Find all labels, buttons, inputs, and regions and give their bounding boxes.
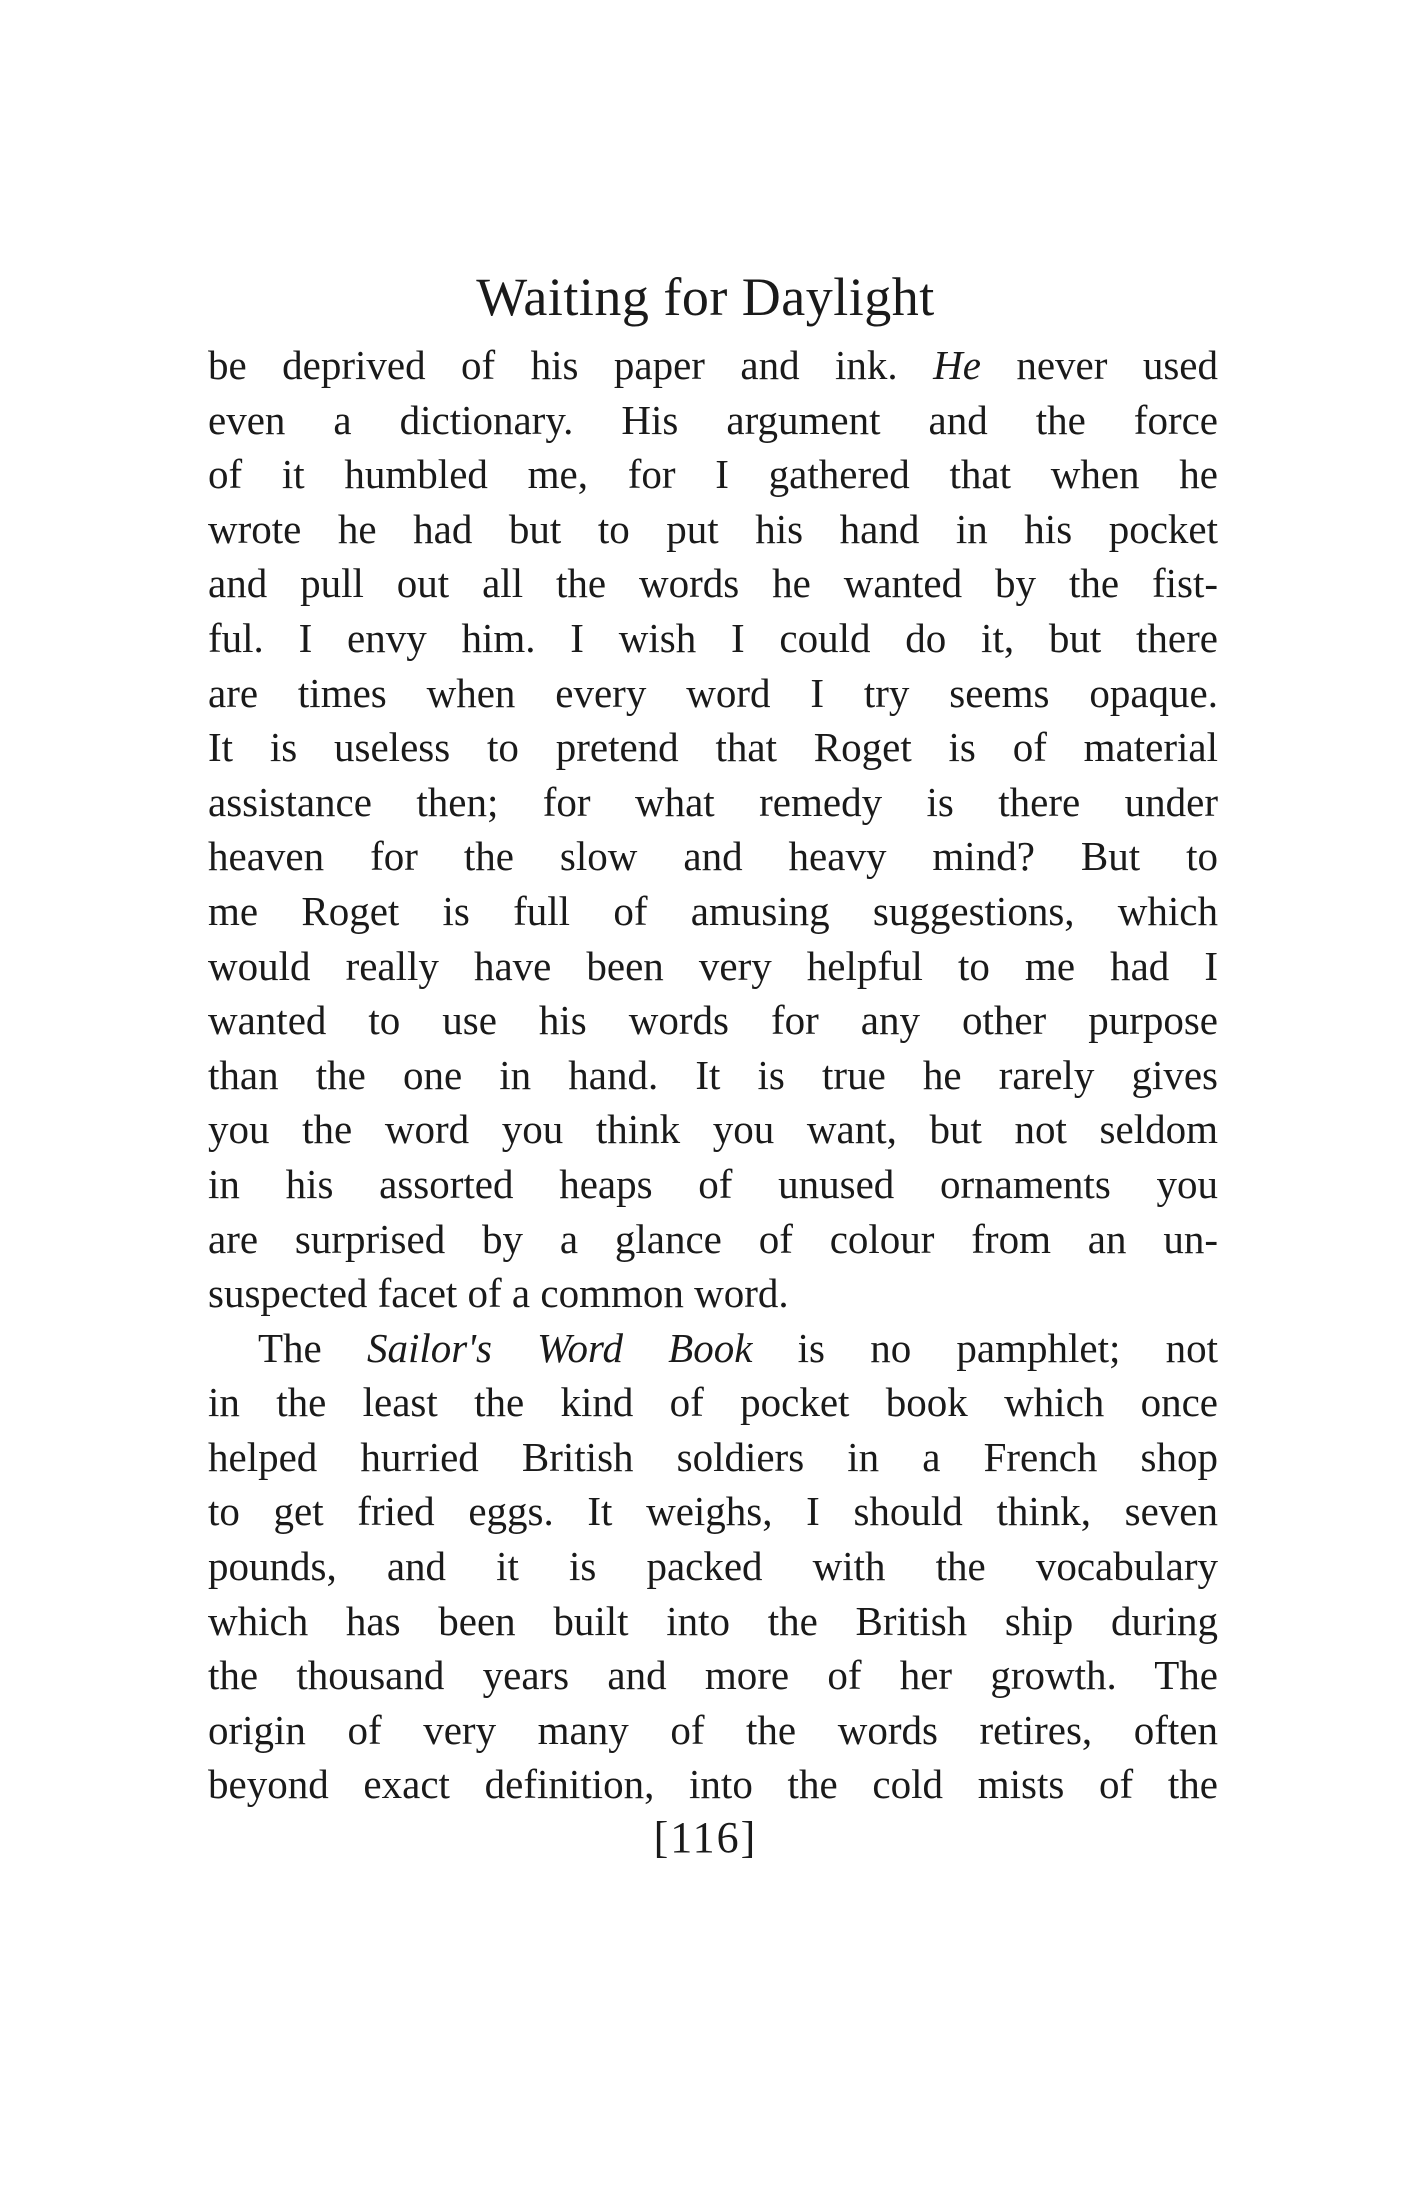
text-line: you the word you think you want, but not seldom <box>208 1106 1218 1153</box>
text-line: It is useless to pretend that Roget is of material <box>208 724 1218 771</box>
text-line: helped hurried British soldiers in a French shop <box>208 1433 1218 1480</box>
text-line: in the least the kind of pocket book which once <box>208 1379 1218 1426</box>
page-number: [116] <box>653 1813 758 1862</box>
text-line: to get fried eggs. It weighs, I should think, seven <box>208 1488 1218 1535</box>
text-line: the thousand years and more of her growth. The <box>208 1652 1218 1699</box>
text-line: are times when every word I try seems opaque. <box>208 669 1218 716</box>
text-line: be deprived of his paper and ink. He never used <box>208 342 1219 388</box>
text-line: me Roget is full of amusing suggestions, which <box>208 887 1218 934</box>
text-line: pounds, and it is packed with the vocabulary <box>208 1543 1218 1590</box>
text-line: would really have been very helpful to me had I <box>208 942 1218 989</box>
text-line: are surprised by a glance of colour from an un- <box>208 1215 1218 1262</box>
text-line: The Sailor's Word Book is no pamphlet; not <box>258 1324 1219 1371</box>
text-line: ful. I envy him. I wish I could do it, but there <box>208 614 1218 661</box>
text-line: even a dictionary. His argument and the force <box>208 396 1218 443</box>
text-line: origin of very many of the words retires, often <box>208 1706 1218 1753</box>
text-line: assistance then; for what remedy is there under <box>208 778 1218 825</box>
text-line: than the one in hand. It is true he rarely gives <box>208 1051 1218 1098</box>
text-line: wrote he had but to put his hand in his pocket <box>208 505 1218 552</box>
text-line: of it humbled me, for I gathered that when he <box>208 451 1218 498</box>
body-text <box>208 338 1218 1812</box>
text-line: and pull out all the words he wanted by the fist- <box>208 560 1218 607</box>
text-line: suspected facet of a common word. <box>208 1270 789 1317</box>
text-line: heaven for the slow and heavy mind? But to <box>208 833 1218 880</box>
running-title: Waiting for Daylight <box>476 267 935 327</box>
text-line: wanted to use his words for any other purpose <box>208 997 1218 1044</box>
text-line: beyond exact definition, into the cold mists of the <box>208 1761 1218 1808</box>
text-line: in his assorted heaps of unused ornaments you <box>208 1160 1218 1207</box>
text-line: which has been built into the British ship during <box>208 1597 1218 1644</box>
